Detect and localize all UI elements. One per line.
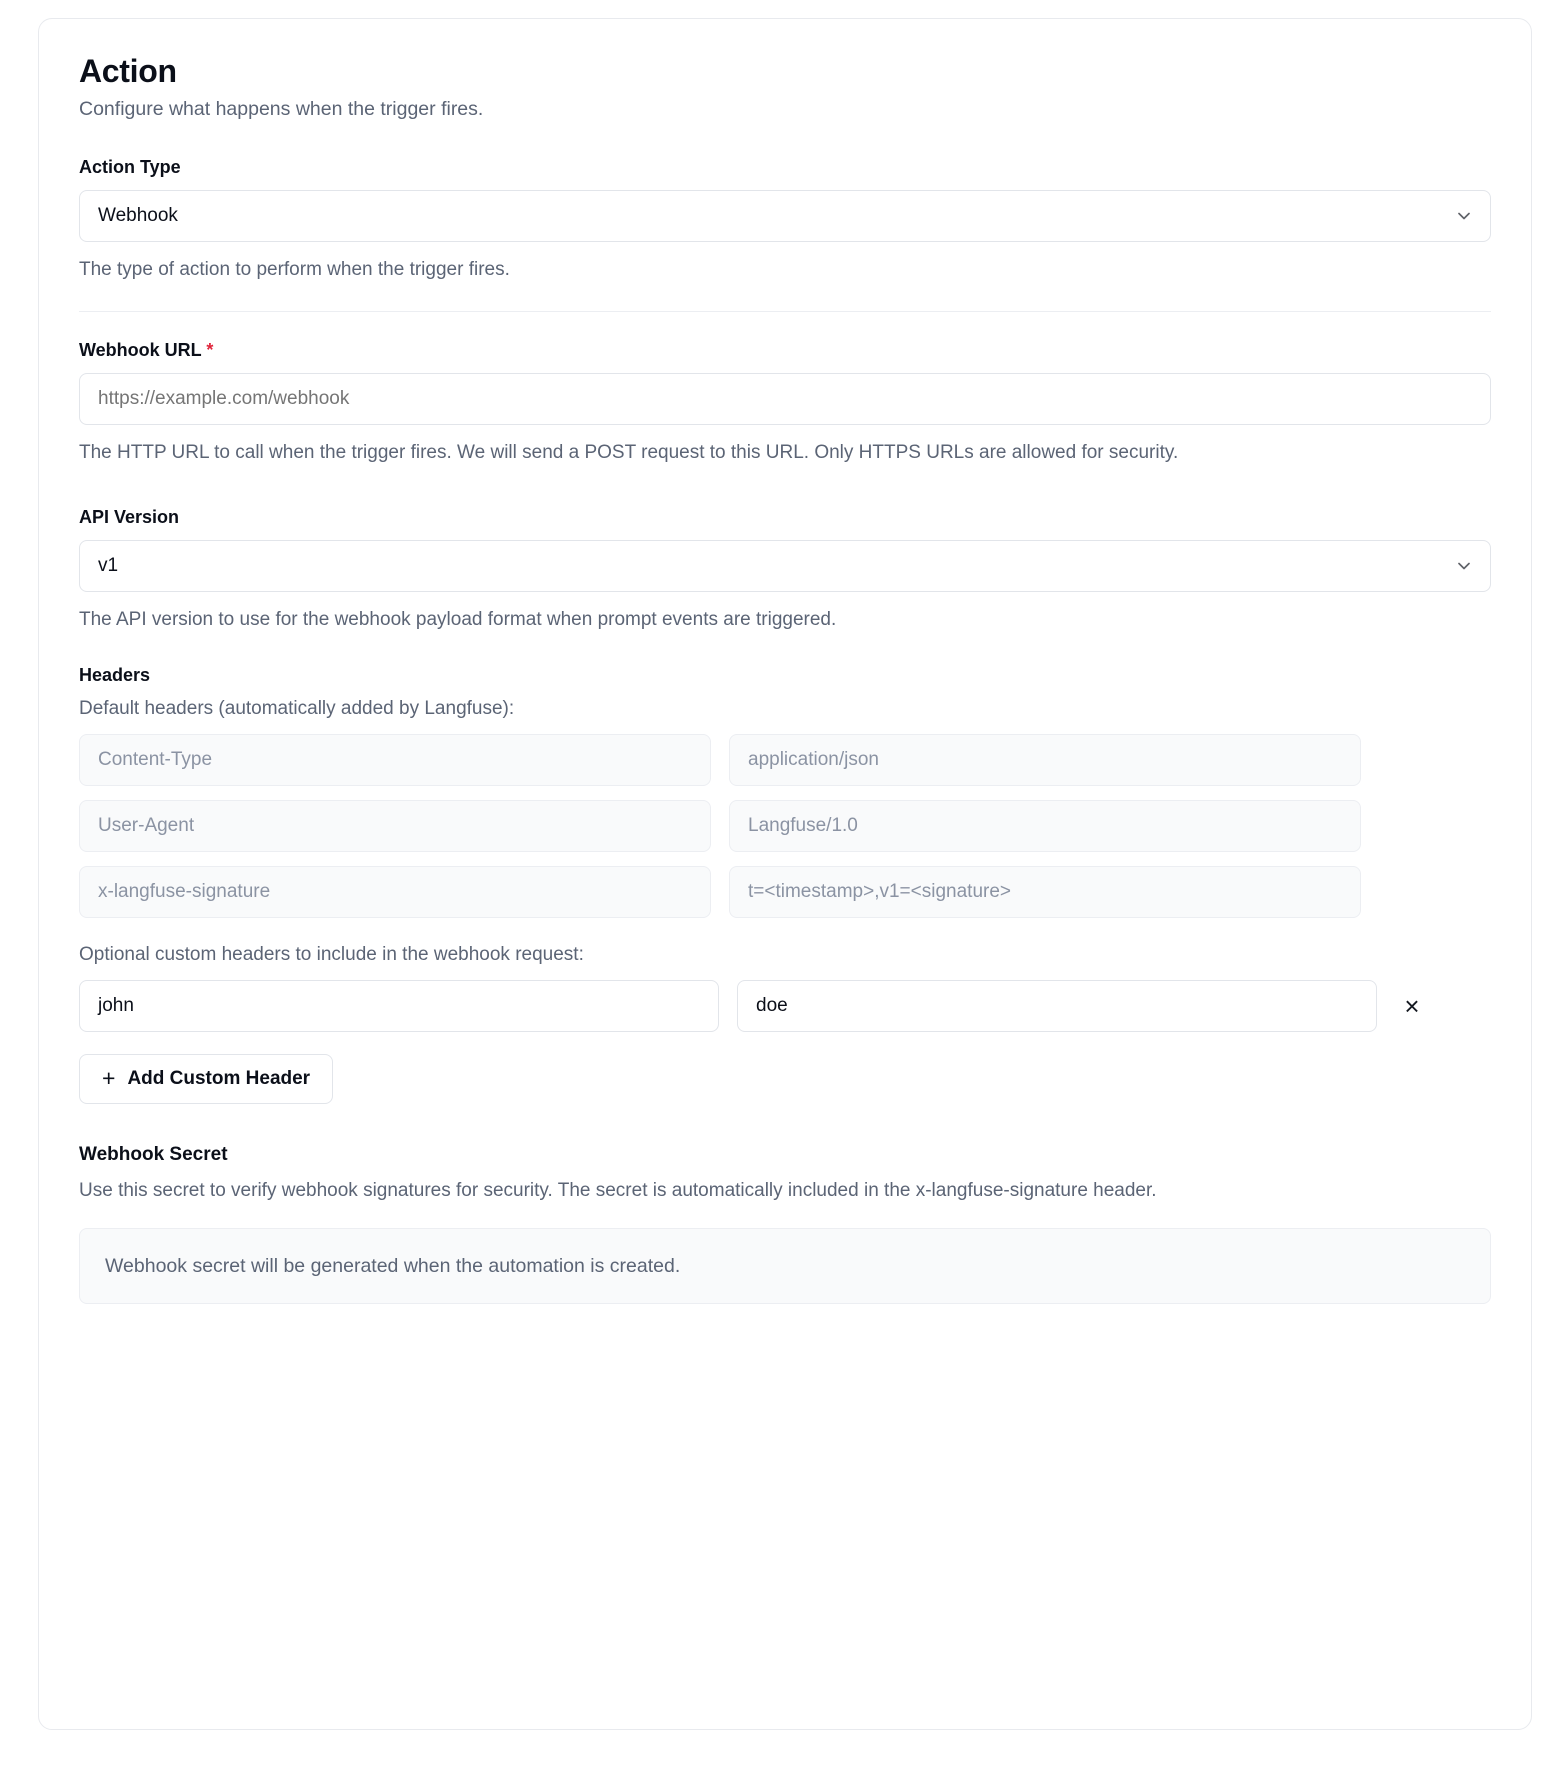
page-title: Action (79, 53, 177, 89)
webhook-secret-label: Webhook Secret (79, 1144, 228, 1166)
default-header-value: application/json (729, 734, 1361, 786)
required-marker: * (206, 340, 214, 361)
default-headers-note: Default headers (automatically added by Langfuse): (79, 698, 515, 720)
webhook-url-help: The HTTP URL to call when the trigger fires. We will send a POST request to this URL. Only HTTPS URLs are allowed for security. (79, 442, 1179, 464)
custom-headers-note: Optional custom headers to include in the webhook request: (79, 944, 584, 966)
webhook-secret-placeholder: Webhook secret will be generated when the automation is created. (79, 1228, 1491, 1304)
add-custom-header-button[interactable] (79, 1054, 333, 1104)
chevron-down-icon (1454, 556, 1474, 576)
webhook-url-input[interactable] (79, 373, 1491, 425)
add-custom-header-label: Add Custom Header (127, 1068, 311, 1090)
api-version-help: The API version to use for the webhook payload format when prompt events are triggered. (79, 608, 837, 630)
default-header-key: User-Agent (79, 800, 711, 852)
default-header-key: x-langfuse-signature (79, 866, 711, 918)
table-row (79, 800, 1491, 852)
action-type-select[interactable] (79, 190, 1491, 242)
action-type-label: Action Type (79, 157, 181, 177)
webhook-url-label-text: Webhook URL (79, 340, 202, 361)
webhook-secret-description: Use this secret to verify webhook signatures for security. The secret is automatically included in the x-langfuse-signature header. (79, 1180, 1157, 1202)
headers-label: Headers (79, 665, 151, 686)
default-header-value: Langfuse/1.0 (729, 800, 1361, 852)
default-header-key: Content-Type (79, 734, 711, 786)
table-row (79, 866, 1491, 918)
custom-header-value-input[interactable]: doe (737, 980, 1377, 1032)
action-card (38, 18, 1532, 1730)
custom-header-row (79, 980, 1491, 1032)
api-version-label: API Version (79, 506, 180, 527)
chevron-down-icon (1454, 206, 1474, 226)
action-type-help: The type of action to perform when the trigger fires. (79, 259, 510, 280)
api-version-select[interactable] (79, 540, 1491, 592)
action-type-value: Webhook (98, 205, 178, 226)
api-version-value: v1 (98, 554, 119, 576)
webhook-url-label (79, 340, 1491, 361)
divider (79, 311, 1491, 312)
page-subtitle: Configure what happens when the trigger fires. (79, 98, 484, 120)
default-header-value: t=<timestamp>,v1=<signature> (729, 866, 1361, 918)
plus-icon: + (102, 1064, 116, 1091)
custom-header-key-input[interactable]: john (79, 980, 719, 1032)
close-icon[interactable]: × (1395, 989, 1429, 1023)
table-row (79, 734, 1491, 786)
